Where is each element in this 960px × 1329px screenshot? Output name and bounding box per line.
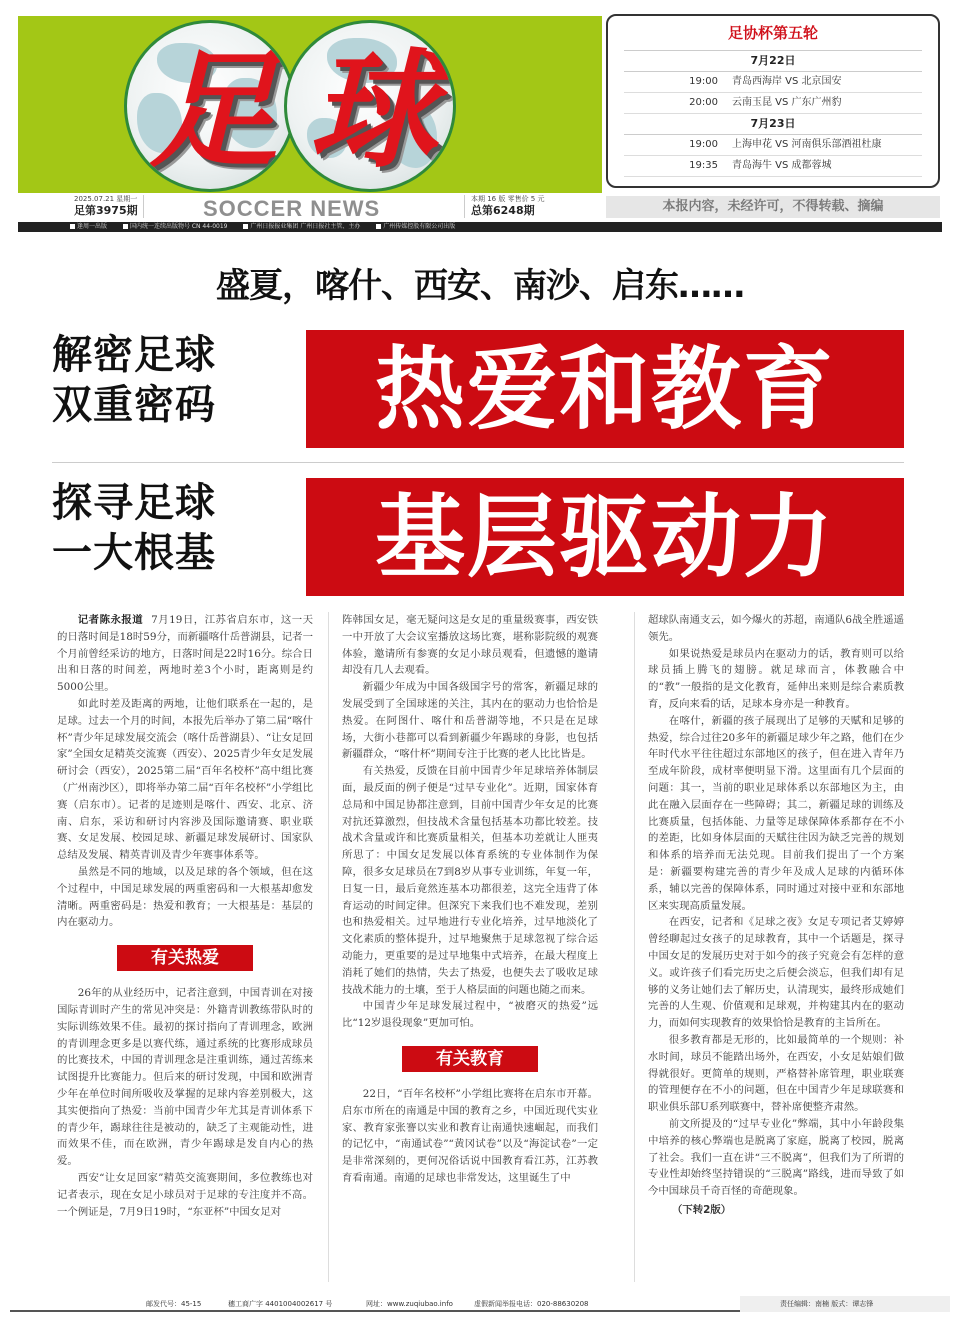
- article-paragraph: 中国青少年足球发展过程中，“被磨灭的热爱”远比“12岁退役现象”更加可怕。: [342, 1000, 598, 1030]
- logo-char-zu: 足: [148, 36, 277, 186]
- globe-icon: [124, 20, 296, 192]
- article-paragraph: 22日，“百年名校杯”小学组比赛将在启东市开幕。启东市所在的南通是中国的教育之乡，中国近现代实业家、教育家张謇以实业和教育让南通快速崛起，而我们的记忆中，“南通试卷”“黄冈试卷”以及“海淀试卷”一定是非常深刻的，更何况俗话说中国教育看江苏，江苏教育看南通。南通的足球也非常发达，这里诞生了中: [342, 1087, 598, 1184]
- total-issue-number: 总第6248期: [471, 204, 535, 217]
- postal-code: 邮发代号：45-15: [146, 1300, 202, 1308]
- match-row: [624, 156, 922, 177]
- hotline: 虚假新闻举报电话：020-88630208: [474, 1300, 589, 1308]
- edition-block: [464, 195, 545, 218]
- ad-license: 穗工商广字 4401004002617 号: [228, 1300, 333, 1308]
- issue-number: 足第3975期: [74, 204, 138, 217]
- masthead-info: [18, 195, 602, 223]
- match-teams: 青岛海牛 VS 成都蓉城: [732, 160, 832, 171]
- article-paragraph: 西安“让女足回家”精英交流赛期间，多位教练也对记者表示，现在女足小球员对于足球的专注度并不高。一个例证是，7月9日19时，“东亚杯”中国女足对: [57, 1171, 313, 1218]
- column-divider: [634, 612, 635, 1282]
- match-teams: 上海申花 VS 河南俱乐部酒祖杜康: [732, 139, 882, 150]
- article-paragraph: 在喀什，新疆的孩子展现出了足够的天赋和足够的热爱，综合过往20多年的新疆足球少年之路，他们在少年时代水平往往超过东部地区的孩子，但在进入青年乃至成年阶段，成材率便明显下滑。这里面有几个层面的问题：其一，当前的职业足球体系以东部地区为主，由此在融入层面存在一些障碍；其二，新疆足球的训练及比赛质量，包括体能、力量等足球保障体系都存在不小的差距，比如身体层面的天赋往往因为缺乏完善的规划和体系的培养而无法兑现。目前我们提出了一个方案是：新疆要构建完善的青少年及成人足球的内循环体系，辅以完善的保障体系，同时通过对接中亚和东部地区来实现高质量发展。: [648, 714, 904, 912]
- article-paragraph: 有关热爱，反馈在目前中国青少年足球培养体制层面，最反面的例子便是“过早专业化”。近期，国家体育总局和中国足协都注意到，目前中国青少年女足的比赛对抗还算激烈，但技战术含量包括基本功都比较差。技战术含量或许和比赛质量相关，但基本功差就让人匪夷所思了：中国女足发展以体育系统的专业体制作为保障，很多女足球员在7到8岁从事专业训练，年复一年，日复一日，最后竟然连基本功都很差，这完全违背了体育运动的时间定律。但深究下来我们也不难发现，差别也和热爱相关。过早地进行专业化培养，过早地淡化了文化素质的整体提升，过早地聚焦于足球忽视了综合运动能力，更重要的是过早地集中式培养，在最大程度上消耗了她们的热情，失去了热爱，也便失去了吸收足球技战术能力的土壤，至于人格层面的问题也随之而来。: [342, 765, 598, 996]
- page-footer: [10, 1296, 950, 1312]
- article-paragraph: 在西安，记者和《足球之夜》女足专项记者艾婷婷曾经聊起过女孩子的足球教育，其中一个话题是，探寻中国女足的发展历史对于如今的孩子究竟会有怎样的意义。或许孩子们看完历史之后便会淡忘，但我们却有足够的义务让她们去了解历史，认清现实，最终形成她们完善的人生观、价值观和足球观，并构建其内在的驱动力，而如何实现教育的效果恰恰是教育的主旨所在。: [648, 916, 904, 1030]
- schedule-date: 7月22日: [624, 51, 922, 72]
- article-paragraph: 前文所提及的“过早专业化”弊端，其中小年龄段集中培养的核心弊端也是脱离了家庭，脱离了校园，脱离了社会。我们一直在讲“三不脱离”，但我们为了所谓的专业性却始终坚持错误的“三脱离”路线，进而导致了如今中国球员千奇百怪的奇葩现象。: [648, 1117, 904, 1198]
- article-paragraph: 记者陈永报道 7月19日，江苏省启东市，这一天的日落时间是18时59分，而新疆喀什岳普湖县，记者一个月前曾经采访的地方，日落时间是22时16分。综合日出和日落的时间差，两地时差3个小时，距离则是约5000公里。: [57, 614, 313, 694]
- article-paragraph: 超球队南通支云，如今爆火的苏超，南通队6战全胜遥遥领先。: [648, 614, 904, 643]
- issue-date: 2025.07.21 星期一: [74, 195, 138, 203]
- subhead-line: 解密足球: [52, 331, 216, 378]
- section-tag-love: 有关热爱: [117, 945, 253, 971]
- edition-info: 本期 16 版 零售价 5 元: [471, 195, 545, 203]
- globe-icon: [284, 20, 456, 192]
- divider: [52, 462, 904, 463]
- subhead-line: 探寻足球: [52, 479, 216, 526]
- article-paragraph: 阵韩国女足，毫无疑问这是女足的重量级赛事，西安铁一中开放了大会议室播放这场比赛，堪称影院级的观赛体验，邀请所有参赛的女足小球员观看，但遗憾的邀请却没有几人去观看。: [342, 614, 598, 677]
- masthead-banner: [18, 16, 602, 193]
- section-tag-education: 有关教育: [402, 1046, 538, 1072]
- schedule-title: 足协杯第五轮: [624, 16, 922, 51]
- article-paragraph: 如果说热爱是球员内在驱动力的话，教育则可以给球员插上腾飞的翅膀。就足球而言，体教融合中的“教”一般指的是文化教育，延伸出来则是综合素质教育，反向来看的话，足球本身亦是一种教育。: [648, 647, 904, 710]
- article-column-3: [648, 612, 904, 1219]
- match-row: [624, 72, 922, 93]
- byline: 记者陈永报道: [77, 614, 144, 626]
- subhead-line: 一大根基: [52, 529, 216, 576]
- info-bar-item: 国内统一连续出版物号 CN 44-0019: [123, 223, 228, 230]
- match-time: 19:00: [689, 139, 718, 150]
- article-paragraph: 很多教育都是无形的，比如最简单的一个规则：补水时间，球员不能踏出场外，在西安，小女足姑娘们做得就很好。更简单的规则，严格替补席管理，职业联赛的管理便存在不小的问题，但在中国青少年足球联赛和职业俱乐部U系列联赛中，替补席便整齐肃然。: [648, 1033, 904, 1114]
- info-bar-item: 逢周一出版: [70, 223, 107, 230]
- match-row: [624, 93, 922, 114]
- main-headline-1: 热爱和教育: [306, 330, 904, 448]
- subhead-1: [52, 330, 292, 430]
- copyright-notice: 本报内容，未经许可，不得转载、摘编: [606, 196, 940, 218]
- schedule-date: 7月23日: [624, 114, 922, 135]
- info-bar-item: 广州传媒控股有限公司出版: [376, 223, 455, 230]
- article-paragraph: 如此时差及距离的两地，让他们联系在一起的，是足球。过去一个月的时间，本报先后举办了第二届“喀什杯”青少年足球发展交流会（喀什岳普湖县）、“让女足回家”全国女足精英交流赛（西安）、2025青少年女足发展研讨会（西安），2025第二届“百年名校杯”高中组比赛（广州南沙区），即将举办第二届“百年名校杯”小学组比赛（启东市）。记者的足迹则是喀什、西安、北京、济南、启东，采访和研讨内容涉及国际邀请赛、职业联赛、女足发展、校园足球、新疆足球发展研讨、国家队总结及发展、精英青训及青少年赛事体系等。: [57, 697, 313, 862]
- match-time: 19:00: [689, 76, 718, 87]
- match-teams: 青岛西海岸 VS 北京国安: [732, 76, 842, 87]
- article-paragraph: 26年的从业经历中，记者注意到，中国青训在对接国际青训时产生的常见冲突是：外籍青训教练带队时的实际训练效果不佳。最初的探讨指向了青训理念，欧洲的青训理念更多是以赛代练，通过系统的比赛形成球员的比赛技术，中国的青训理念是注重训练，通过苦练来试图提升比赛能力。但后来的研讨发现，中国和欧洲青少年在单位时间所吸收及掌握的足球内容差别极大，这其实便指向了热爱：当前中国青少年尤其是青训体系下的青少年，踢球往往是被动的，缺乏了主观能动性，进而效果不佳，而在欧洲，青少年踢球是发自内心的热爱。: [57, 987, 313, 1168]
- match-time: 20:00: [689, 97, 718, 108]
- main-headline-2: 基层驱动力: [306, 478, 904, 596]
- subhead-2: [52, 478, 292, 578]
- editors-credit: 责任编辑：南楠 版式：谭志锋: [740, 1296, 950, 1312]
- article-column-2: [342, 612, 598, 1187]
- continued-on-page-link[interactable]: （下转2版）: [672, 1203, 732, 1216]
- logo-char-qiu: 球: [308, 36, 437, 186]
- article-paragraph: 新疆少年成为中国各级国字号的常客，新疆足球的发展受到了全国球迷的关注，其内在的驱动力也恰恰是热爱。在阿图什、喀什和岳普湖等地，不只是在足球场，大街小巷都可以看到新疆少年踢球的身影，也包括新疆群众，“喀什杯”期间专注于比赛的老人比比皆是。: [342, 681, 598, 761]
- headline-kicker: 盛夏，喀什、西安、南沙、启东……: [216, 266, 744, 306]
- match-row: [624, 135, 922, 156]
- match-time: 19:35: [689, 160, 718, 171]
- match-schedule-box: [606, 14, 940, 188]
- subhead-line: 双重密码: [52, 381, 216, 428]
- column-divider: [328, 612, 329, 1282]
- article-paragraph: 虽然是不同的地域，以及足球的各个领域，但在这个过程中，中国足球发展的两重密码和一大根基却愈发清晰。两重密码是：热爱和教育；一大根基是：基层的内在驱动力。: [57, 865, 313, 929]
- issue-date-block: [74, 195, 144, 218]
- website-link[interactable]: 网址：www.zuqiubao.info: [366, 1300, 453, 1308]
- info-bar-item: 广州日报报业集团 广州日报社主管、主办: [243, 223, 360, 230]
- publication-info-bar: [18, 222, 942, 232]
- english-title: SOCCER NEWS: [203, 196, 381, 221]
- article-column-1: [57, 612, 313, 1220]
- match-teams: 云南玉昆 VS 广东广州豹: [732, 97, 842, 108]
